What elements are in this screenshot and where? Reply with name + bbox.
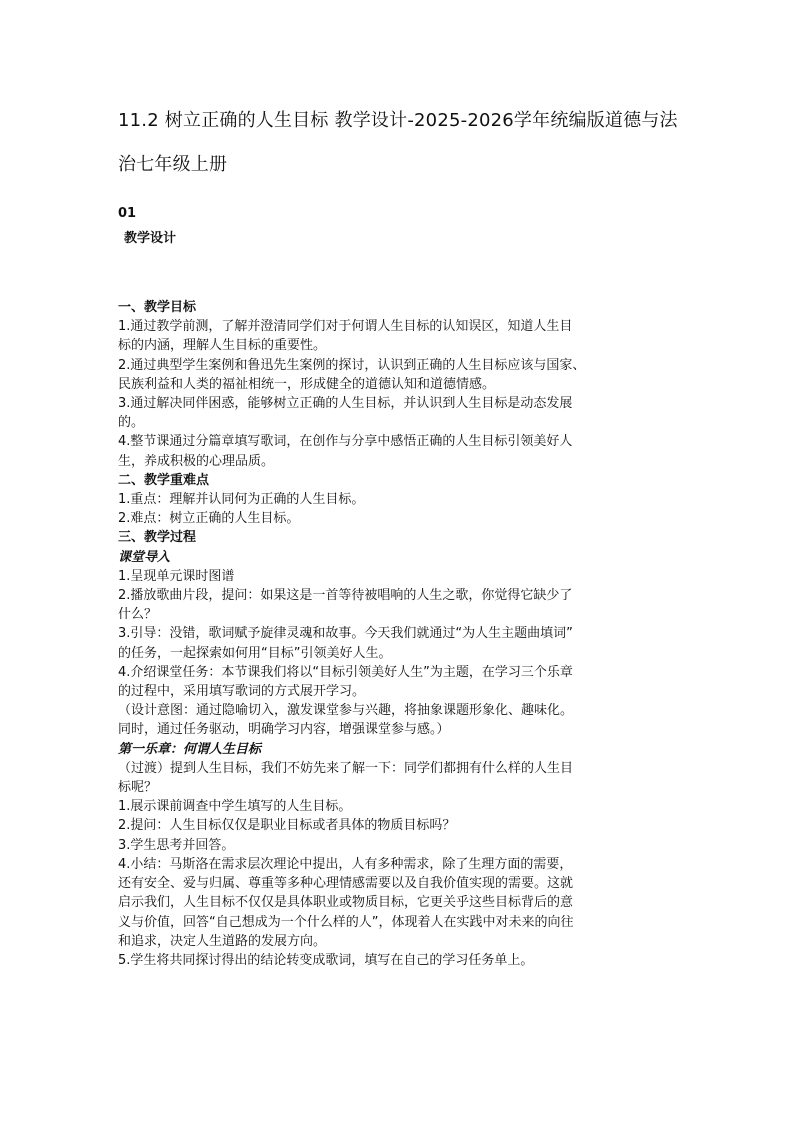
subheading-introduction: 课堂导入 bbox=[118, 549, 171, 565]
heading-key-points: 二、教学重难点 bbox=[118, 472, 210, 488]
document-title-line-2: 治七年级上册 bbox=[118, 154, 228, 175]
document-page bbox=[118, 100, 684, 970]
movement-item: 4.小结：马斯洛在需求层次理论中提出，人有多种需求，除了生理方面的需要， 还有安全、爱与归属、尊重等多种心理情感需要以及自我价值实现的需要。这就 启示我们，人生目标不仅仅是具体职业或物质目标，它更关乎这些目标背后的意 义与价值，回答“自己想成为一个什么样的人”，体现着人在实践中对未来的向往 和追求，决定人生道路的发展方向。 bbox=[118, 856, 574, 949]
intro-item: 2.播放歌曲片段，提问：如果这是一首等待被唱响的人生之歌，你觉得它缺少了 什么？ bbox=[118, 588, 573, 623]
goal-item: 1.通过教学前测，了解并澄清同学们对于何谓人生目标的认知误区，知道人生目 标的内涵，理解人生目标的重要性。 bbox=[118, 319, 573, 354]
section-name: 教学设计 bbox=[124, 231, 177, 246]
section-number: 01 bbox=[118, 206, 137, 221]
document-body bbox=[118, 298, 684, 970]
intro-item: 4.介绍课堂任务：本节课我们将以“目标引领美好人生”为主题，在学习三个乐章 的过程中，采用填写歌词的方式展开学习。 bbox=[118, 664, 573, 700]
design-intent-note: （设计意图：通过隐喻切入，激发课堂参与兴趣，将抽象课题形象化、趣味化。 同时，通过任务驱动，明确学习内容，增强课堂参与感。） bbox=[118, 703, 574, 738]
goal-item: 2.通过典型学生案例和鲁迅先生案例的探讨，认识到正确的人生目标应该与国家、 民族利益和人类的福祉相统一，形成健全的道德认知和道德情感。 bbox=[118, 357, 586, 392]
movement-item: 5.学生将共同探讨得出的结论转变成歌词，填写在自己的学习任务单上。 bbox=[118, 952, 534, 968]
transition-text: （过渡）提到人生目标，我们不妨先来了解一下：同学们都拥有什么样的人生目 标呢？ bbox=[118, 760, 574, 796]
goal-item: 3.通过解决同伴困惑，能够树立正确的人生目标，并认识到人生目标是动态发展 的。 bbox=[118, 396, 573, 431]
movement-item: 2.提问：人生目标仅仅是职业目标或者具体的物质目标吗？ bbox=[118, 818, 456, 834]
intro-item: 1.呈现单元课时图谱 bbox=[118, 568, 235, 584]
document-title-line-1: 11.2 树立正确的人生目标 教学设计-2025-2026学年统编版道德与法 bbox=[118, 110, 678, 131]
intro-item: 3.引导：没错，歌词赋予旋律灵魂和故事。今天我们就通过“为人生主题曲填词” 的任务，一起探索如何用“目标”引领美好人生。 bbox=[118, 626, 573, 661]
movement-item: 1.展示课前调查中学生填写的人生目标。 bbox=[118, 799, 352, 815]
key-point-item: 1.重点：理解并认同何为正确的人生目标。 bbox=[118, 492, 365, 508]
heading-teaching-process: 三、教学过程 bbox=[118, 530, 197, 546]
subheading-movement-one: 第一乐章：何谓人生目标 bbox=[118, 741, 262, 757]
heading-teaching-goals: 一、教学目标 bbox=[118, 300, 197, 315]
goal-item: 4.整节课通过分篇章填写歌词，在创作与分享中感悟正确的人生目标引领美好人 生，养成积极的心理品质。 bbox=[118, 434, 573, 469]
movement-item: 3.学生思考并回答。 bbox=[118, 837, 235, 853]
key-point-item: 2.难点：树立正确的人生目标。 bbox=[118, 511, 300, 527]
